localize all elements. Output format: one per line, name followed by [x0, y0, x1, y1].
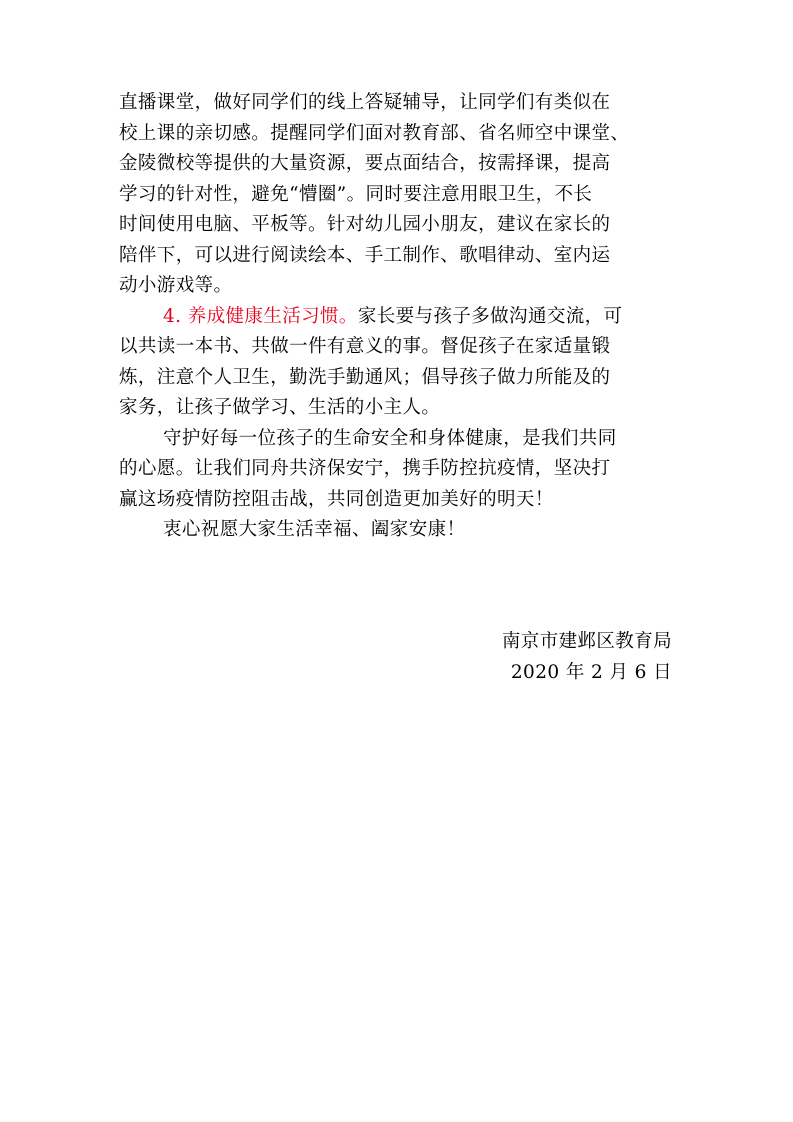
signature-org: 南京市建邺区教育局	[501, 631, 672, 652]
text-line: 学习的针对性，避免“懵圈”。同时要注意用眼卫生，不长	[119, 183, 593, 205]
text-line: 金陵微校等提供的大量资源，要点面结合，按需择课，提高	[119, 153, 611, 174]
signature-date: 2020 年 2 月 6 日	[510, 661, 672, 683]
text-line: 炼，注意个人卫生，勤洗手勤通风；倡导孩子做力所能及的	[119, 366, 611, 388]
item-4-heading: 4. 养成健康生活习惯。	[163, 305, 358, 327]
text-line: 时间使用电脑、平板等。针对幼儿园小朋友，建议在家长的	[119, 214, 611, 235]
text-line: 以共读一本书、共做一件有意义的事。督促孩子在家适量锻	[119, 336, 611, 357]
wish-line: 衷心祝愿大家生活幸福、阖家安康！	[163, 519, 466, 540]
text-line: 直播课堂，做好同学们的线上答疑辅导，让同学们有类似在	[119, 92, 611, 113]
item-4-first-line	[119, 302, 679, 333]
closing-first-line: 守护好每一位孩子的生命安全和身体健康，是我们共同	[163, 427, 617, 449]
text-line: 陪伴下，可以进行阅读绘本、手工制作、歌唱律动、室内运	[119, 244, 611, 266]
text-line: 赢这场疫情防控阻击战，共同创造更加美好的明天！	[119, 488, 554, 510]
text-line: 动小游戏等。	[119, 275, 233, 296]
letter-body	[119, 88, 679, 546]
text-line: 的心愿。让我们同舟共济保安宁，携手防控抗疫情，坚决打	[119, 458, 611, 479]
item-4-text: 家长要与孩子多做沟通交流，可	[357, 305, 623, 327]
text-line: 校上课的亲切感。提醒同学们面对教育部、省名师空中课堂、	[119, 122, 630, 144]
text-line: 家务，让孩子做学习、生活的小主人。	[119, 397, 441, 418]
signature-block	[420, 627, 672, 688]
